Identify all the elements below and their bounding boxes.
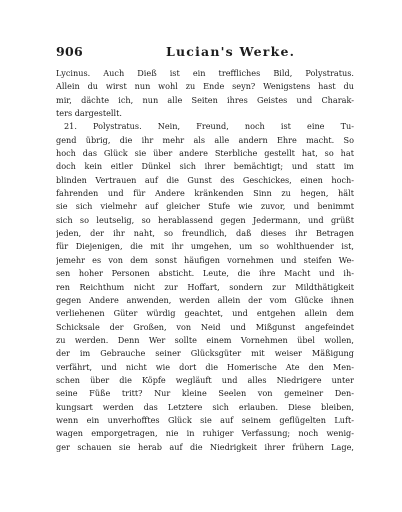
text-line: jeden, der ihr naht, so freundlich, daß dieses ihr Betragen xyxy=(56,228,354,239)
text-line: Allein du wirst nun wohl zu Ende seyn? Wenigstens hast du xyxy=(56,81,354,92)
text-line: sich so leutselig, so herablassend gegen Jedermann, und grüßt xyxy=(56,214,354,225)
page-header xyxy=(56,44,354,60)
text-line: hoch das Glück sie über andere Sterbliche gestellt hat, so hat xyxy=(56,148,354,159)
text-line: verfährt, und nicht wie dort die Homerische Ate den Men- xyxy=(56,361,354,372)
text-line: sen hoher Personen absticht. Leute, die ihre Macht und ih- xyxy=(56,268,354,279)
text-line: schen über die Köpfe wegläuft und alles Niedrigere unter xyxy=(56,374,354,385)
text-line: wenn ein unverhofftes Glück sie auf seinem geflügelten Luft- xyxy=(56,414,354,425)
text-line: für Diejenigen, die mit ihr umgehen, um so wohlthuender ist, xyxy=(56,241,354,252)
text-line: seine Füße tritt? Nur kleine Seelen von gemeiner Den- xyxy=(56,388,354,399)
text-line: ger schauen sie herab auf die Niedrigkeit ihrer frühern Lage, xyxy=(56,441,354,452)
text-line: verliehenen Güter würdig geachtet, und entgehen allein dem xyxy=(56,308,354,319)
text-line: doch kein eitler Dünkel sich ihrer bemächtigt; und statt im xyxy=(56,161,354,172)
text-line: kungsart werden das Letztere sich erlauben. Diese bleiben, xyxy=(56,401,354,412)
text-line: Schicksale der Großen, von Neid und Mißgunst angefeindet xyxy=(56,321,354,332)
text-line: wagen emporgetragen, nie in ruhiger Verfassung; noch wenig- xyxy=(56,428,354,439)
text-line: gegen Andere anwenden, werden allein der vom Glücke ihnen xyxy=(56,294,354,305)
text-line: zu werden. Denn Wer sollte einem Vornehmen übel wollen, xyxy=(56,334,354,345)
text-line: jemehr es von dem sonst häufigen vornehmen und steifen We- xyxy=(56,254,354,265)
text-line: fahrenden und für Andere kränkenden Sinn zu hegen, hält xyxy=(56,188,354,199)
text-line: der im Gebrauche seiner Glücksgüter mit weiser Mäßigung xyxy=(56,348,354,359)
body-text xyxy=(56,67,354,454)
text-line: ren Reichthum nicht zur Hoffart, sondern zur Mildthätigkeit xyxy=(56,281,354,292)
page-number: 906 xyxy=(56,44,83,59)
text-line: gend übrig, die ihr mehr als alle andern Ehre macht. So xyxy=(56,134,354,145)
text-line: ters dargestellt. xyxy=(56,108,122,119)
text-line: Lycinus. Auch Dieß ist ein treffliches Bild, Polystratus. xyxy=(56,68,354,78)
text-line: sie sich vielmehr auf gleicher Stufe wie zuvor, und benimmt xyxy=(56,201,354,212)
text-line: 21. Polystratus. Nein, Freund, noch ist eine Tu- xyxy=(64,121,354,132)
text-line: mir, dächte ich, nun alle Seiten ihres Geistes und Charak- xyxy=(56,94,354,105)
running-head: Lucian's Werke. xyxy=(166,44,296,59)
text-line: blinden Vertrauen auf die Gunst des Geschickes, einen hoch- xyxy=(56,174,354,185)
